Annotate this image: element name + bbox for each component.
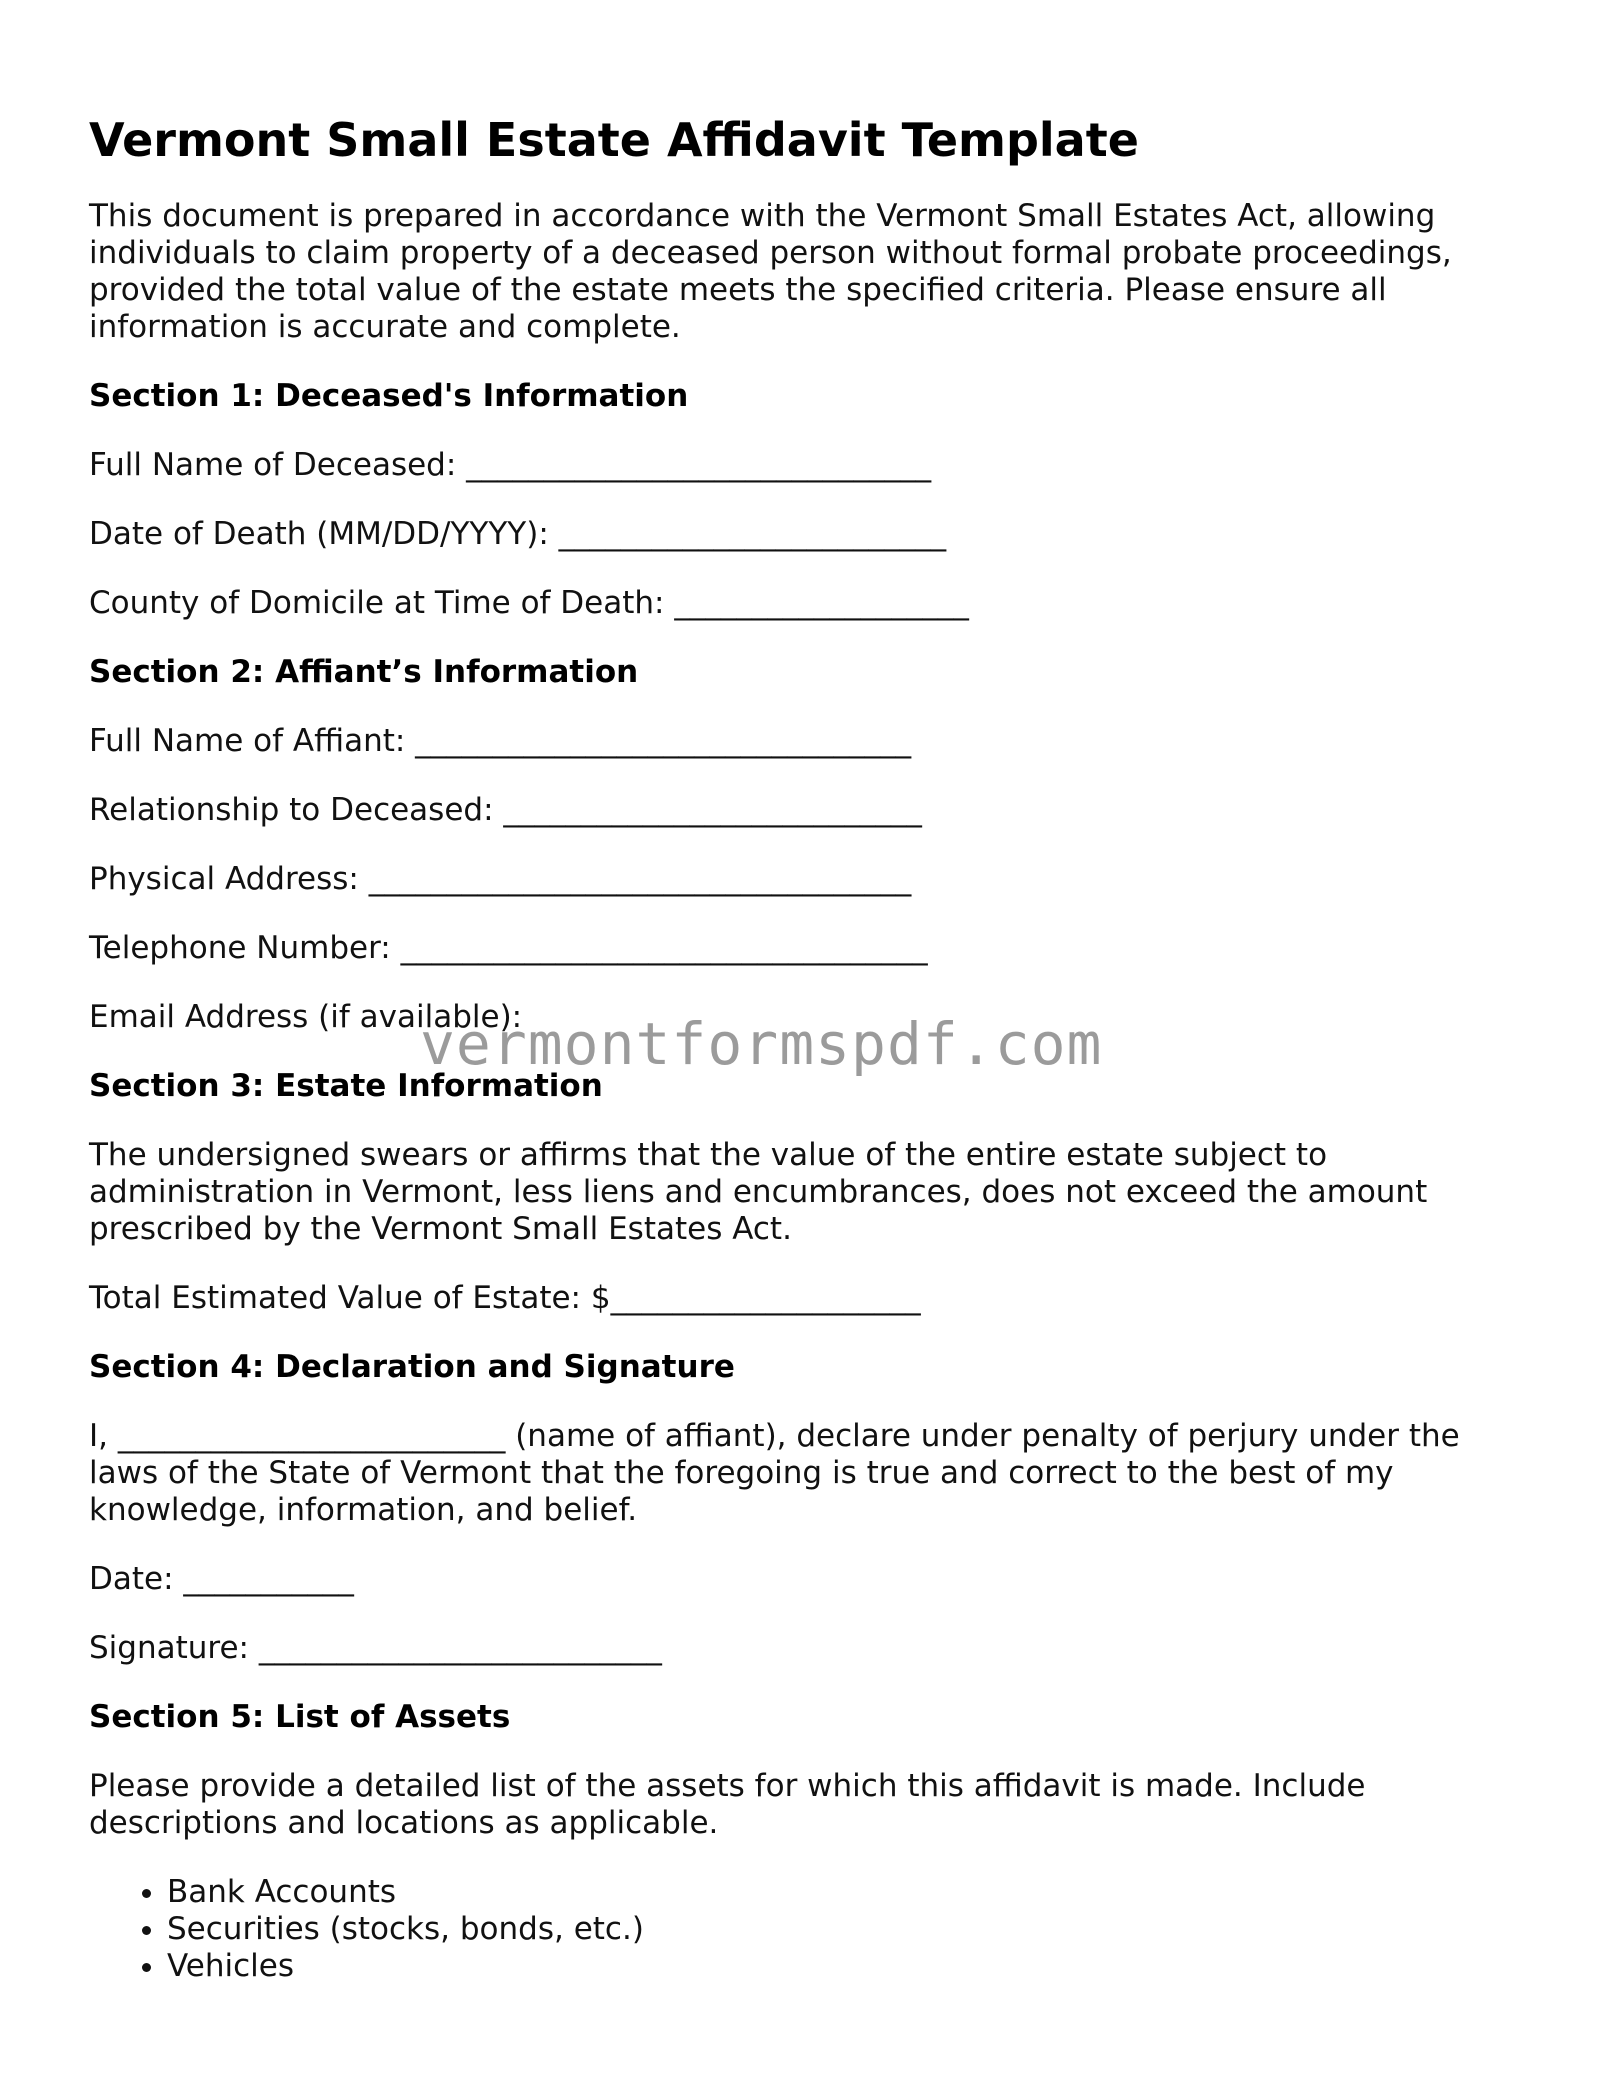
total-estate-value-field: Total Estimated Value of Estate: $____________________ bbox=[89, 1280, 921, 1316]
document-title: Vermont Small Estate Affidavit Template bbox=[89, 113, 1139, 167]
physical-address-field: Physical Address: ___________________________________ bbox=[89, 861, 912, 897]
assets-instructions: Please provide a detailed list of the assets for which this affidavit is made. Include descriptions and locations as applicable. bbox=[89, 1768, 1366, 1841]
section2-heading: Section 2: Affiant’s Information bbox=[89, 654, 639, 690]
county-of-domicile-field: County of Domicile at Time of Death: ___________________ bbox=[89, 585, 969, 621]
section4-heading: Section 4: Declaration and Signature bbox=[89, 1349, 735, 1385]
list-item: • Vehicles bbox=[167, 1948, 1529, 1985]
affiant-full-name-field: Full Name of Affiant: ________________________________ bbox=[89, 723, 912, 759]
list-item: • Securities (stocks, bonds, etc.) bbox=[167, 1911, 1529, 1948]
section5-heading: Section 5: List of Assets bbox=[89, 1699, 511, 1735]
date-of-death-field: Date of Death (MM/DD/YYYY): _________________________ bbox=[89, 516, 947, 552]
list-item: • Bank Accounts bbox=[167, 1874, 1529, 1911]
estate-statement: The undersigned swears or affirms that the value of the entire estate subject to administration in Vermont, less liens and encumbrances, does not exceed the amount prescribed by the Vermont Small Estates Act. bbox=[89, 1137, 1428, 1247]
date-field: Date: ___________ bbox=[89, 1561, 354, 1597]
signature-field: Signature: __________________________ bbox=[89, 1630, 662, 1666]
section3-heading: Section 3: Estate Information bbox=[89, 1068, 603, 1104]
declaration-paragraph: I, _________________________ (name of affiant), declare under penalty of perjury under the laws of the State of Vermont that the foregoing is true and correct to the best of my knowledge, information, and belief. bbox=[89, 1418, 1460, 1528]
deceased-full-name-field: Full Name of Deceased: ______________________________ bbox=[89, 447, 932, 483]
section1-heading: Section 1: Deceased's Information bbox=[89, 378, 689, 414]
intro-paragraph: This document is prepared in accordance with the Vermont Small Estates Act, allowing individuals to claim property of a deceased person without formal probate proceedings, provided the total value of the estate meets the specified criteria. Please ensure all information is accurate and complete. bbox=[89, 198, 1452, 345]
telephone-field: Telephone Number: __________________________________ bbox=[89, 930, 928, 966]
watermark-text: vermontformspdf.com bbox=[420, 1010, 1103, 1078]
assets-list bbox=[89, 1874, 1529, 1985]
relationship-field: Relationship to Deceased: ___________________________ bbox=[89, 792, 922, 828]
email-field: Email Address (if available): bbox=[89, 999, 523, 1035]
